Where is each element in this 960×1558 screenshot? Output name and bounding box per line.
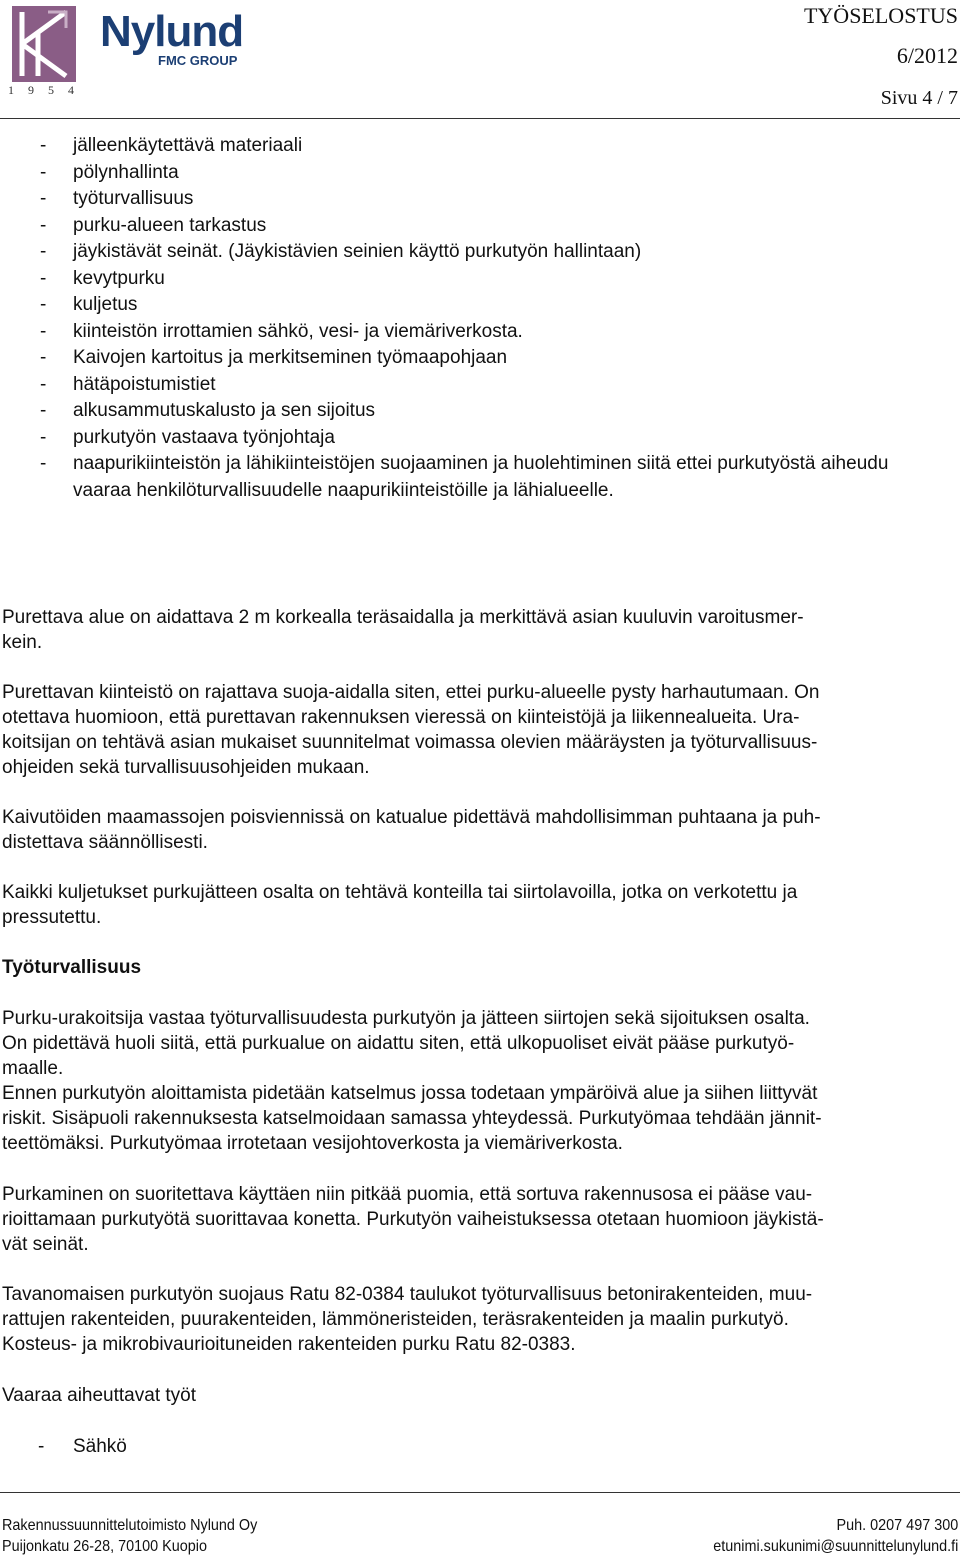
- footer-divider: [0, 1492, 960, 1493]
- list-item: - pölynhallinta: [0, 160, 928, 187]
- list-item: - Kaivojen kartoitus ja merkitseminen työmaapohjaan: [0, 345, 928, 372]
- list-item: - kuljetus: [0, 292, 928, 319]
- list-item: - kiinteistön irrottamien sähkö, vesi- ja viemäriverkosta.: [0, 319, 928, 346]
- paragraph-line: vät seinät.: [2, 1234, 89, 1255]
- list-item: - työturvallisuus: [0, 186, 928, 213]
- paragraph-line: Purku-urakoitsija vastaa työturvallisuudesta purkutyön ja jätteen siirtojen sekä sijoituksen osalta.: [2, 1008, 810, 1029]
- paragraph-line: On pidettävä huoli siitä, että purkualue on aidattu siten, että ulkopuoliset eivät pääse purkutyö-: [2, 1033, 795, 1054]
- list-item: - purkutyön vastaava työnjohtaja: [0, 425, 928, 452]
- paragraph-line: Kosteus- ja mikrobivaurioituneiden rakenteiden purku Ratu 82-0383.: [2, 1334, 576, 1355]
- company-logo-mark: [8, 4, 80, 86]
- paragraph-line: Kaikki kuljetukset purkujätteen osalta on tehtävä konteilla tai siirtolavoilla, jotka on verkotettu ja: [2, 882, 798, 903]
- paragraph-line: Kaivutöiden maamassojen poisviennissä on katualue pidettävä mahdollisimman puhtaana ja puh-: [2, 807, 821, 828]
- footer-phone: Puh. 0207 497 300: [836, 1517, 958, 1534]
- list-item: - naapurikiinteistön ja lähikiinteistöjen suojaaminen ja huolehtiminen siitä ettei purkutyöstä aiheudu vaaraa henkilöturvallisuudelle naapurikiinteistöille ja lähialueelle.: [0, 451, 928, 504]
- paragraph-line: otettava huomioon, että purettavan rakennuksen vieressä on kiinteistöjä ja liikennealueita. Ura-: [2, 707, 800, 728]
- paragraph-line: Purkaminen on suoritettava käyttäen niin pitkää puomia, että sortuva rakennusosa ei pääse vau-: [2, 1184, 813, 1205]
- list-item: Sähkö: [73, 1436, 127, 1457]
- paragraph-line: koitsijan on tehtävä asian mukaiset suunnitelmat voimassa olevien määräysten ja työturvallisuus-: [2, 732, 818, 753]
- document-title: TYÖSELOSTUS: [803, 3, 958, 28]
- header-divider: [0, 118, 960, 119]
- paragraph-line: Tavanomaisen purkutyön suojaus Ratu 82-0384 taulukot työturvallisuus betonirakenteiden, muu-: [2, 1284, 813, 1305]
- list-item: - jäykistävät seinät. (Jäykistävien seinien käyttö purkutyön hallintaan): [0, 239, 928, 266]
- bullet-dash: -: [38, 1436, 45, 1457]
- paragraph-line: Ennen purkutyön aloittamista pidetään katselmus jossa todetaan ympäröivä alue ja siihen liittyvät: [2, 1083, 818, 1104]
- paragraph-line: kein.: [2, 632, 43, 653]
- paragraph-line: Purettava alue on aidattava 2 m korkealla teräsaidalla ja merkittävä asian kuuluvin varoitusmer-: [2, 607, 804, 628]
- section-heading: Työturvallisuus: [2, 957, 142, 978]
- footer-company: Rakennussuunnittelutoimisto Nylund Oy: [2, 1517, 258, 1534]
- list-item: - hätäpoistumistiet: [0, 372, 928, 399]
- founding-year: 1954: [8, 83, 88, 97]
- paragraph-line: ohjeiden sekä turvallisuusohjeiden mukaan.: [2, 757, 370, 778]
- paragraph-line: Purettavan kiinteistö on rajattava suoja-aidalla siten, ettei purku-alueelle pysty harhautumaan. On: [2, 682, 820, 703]
- brand-subtitle: FMC GROUP: [158, 53, 238, 68]
- brand-name: Nylund: [100, 7, 244, 56]
- page-number: Sivu 4 / 7: [880, 87, 958, 109]
- footer-email: etunimi.sukunimi@suunnittelunylund.fi: [712, 1538, 958, 1555]
- list-item: - jälleenkäytettävä materiaali: [0, 133, 928, 160]
- document-date: 6/2012: [896, 43, 958, 68]
- list-item: - alkusammutuskalusto ja sen sijoitus: [0, 398, 928, 425]
- paragraph-line: distettava säännöllisesti.: [2, 832, 208, 853]
- paragraph-line: maalle.: [2, 1058, 64, 1079]
- paragraph-line: Vaaraa aiheuttavat työt: [2, 1385, 196, 1406]
- paragraph-line: rioittamaan purkutyötä suorittavaa konetta. Purkutyön vaiheistuksessa otetaan huomioon jäykistä-: [2, 1209, 824, 1230]
- requirements-list: [0, 133, 960, 504]
- paragraph-line: riskit. Sisäpuoli rakennuksesta katselmoidaan samassa yhteydessä. Purkutyömaa tehdään jännit-: [2, 1108, 822, 1129]
- paragraph-line: teettömäksi. Purkutyömaa irrotetaan vesijohtoverkosta ja viemäriverkosta.: [2, 1133, 623, 1154]
- paragraph-line: rattujen rakenteiden, puurakenteiden, lämmöneristeiden, teräsrakenteiden ja maalin purkutyö.: [2, 1309, 789, 1330]
- list-item: - purku-alueen tarkastus: [0, 213, 928, 240]
- paragraph-line: pressutettu.: [2, 907, 102, 928]
- list-item: - kevytpurku: [0, 266, 928, 293]
- footer-address: Puijonkatu 26-28, 70100 Kuopio: [2, 1538, 207, 1555]
